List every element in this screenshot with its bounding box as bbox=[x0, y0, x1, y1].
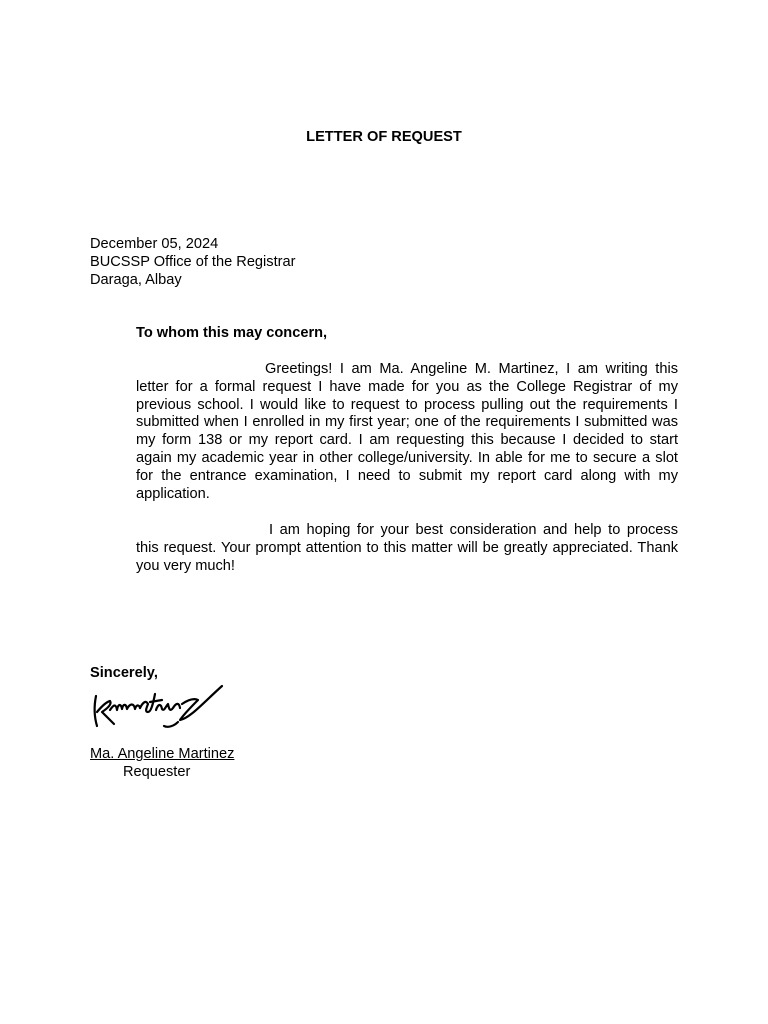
letter-date: December 05, 2024 bbox=[90, 236, 219, 252]
recipient-office: BUCSSP Office of the Registrar bbox=[90, 253, 296, 270]
body-paragraph-2: I am hoping for your best consideration and help to process this request. Your prompt attention to this matter will be greatly appreciated. Thank you very much! bbox=[136, 522, 678, 574]
body-paragraph-1: Greetings! I am Ma. Angeline M. Martinez, I am writing this letter for a formal request I have made for you as the College Registrar of my previous school. I would like to request to process pulling out the requirements I submitted when I enrolled in my first year; one of the requirements I submitted was my form 138 or my report card. I am requesting this because I decided to start again my academic year in other college/university. In able for me to secure a slot for the entrance examination, I need to submit my report card along with my application. bbox=[136, 361, 678, 502]
handwritten-signature bbox=[90, 682, 230, 732]
letter-title: LETTER OF REQUEST bbox=[306, 129, 462, 145]
recipient-location: Daraga, Albay bbox=[90, 271, 182, 288]
signer-name: Ma. Angeline Martinez bbox=[90, 746, 235, 762]
closing: Sincerely, bbox=[90, 665, 158, 681]
date-and-address-block bbox=[90, 236, 490, 289]
salutation: To whom this may concern, bbox=[136, 325, 328, 341]
signer-role: Requester bbox=[123, 764, 191, 780]
